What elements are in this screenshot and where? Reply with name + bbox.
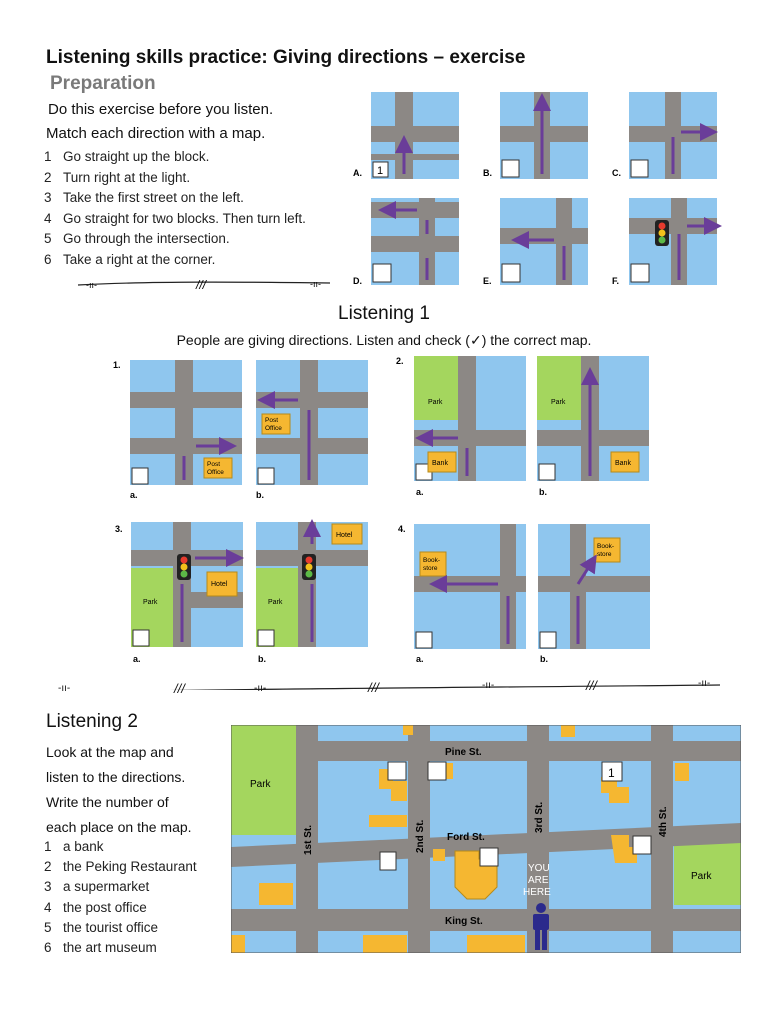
park-right-label: Park bbox=[691, 871, 712, 882]
preparation-instruction: Do this exercise before you listen. bbox=[48, 101, 274, 118]
divider-mark: ‑ıı‑ bbox=[58, 683, 71, 694]
list-item: 4 the post office bbox=[44, 899, 147, 915]
town-map bbox=[231, 725, 741, 953]
king-label: King St. bbox=[445, 916, 483, 927]
svg-text:a.: a. bbox=[416, 654, 424, 664]
svg-text:///: /// bbox=[196, 278, 207, 292]
pine-label: Pine St. bbox=[445, 747, 482, 758]
divider bbox=[52, 685, 720, 690]
divider-mark: ‑ıı‑ bbox=[482, 680, 495, 691]
list-item: 1 a bank bbox=[44, 839, 104, 854]
svg-text:Bank: Bank bbox=[432, 460, 448, 467]
first-label: 1st St. bbox=[303, 824, 314, 855]
page-title: Listening skills practice: Giving directions – exercise bbox=[46, 47, 526, 68]
list-item: 5 Go through the intersection. bbox=[44, 231, 230, 247]
question-1: 1. bbox=[113, 360, 121, 370]
divider-mark: /// bbox=[174, 681, 185, 696]
listening1-maps bbox=[0, 350, 768, 690]
svg-text:Book-: Book- bbox=[597, 543, 614, 550]
svg-text:Office: Office bbox=[265, 425, 282, 432]
list-item: 2 the Peking Restaurant bbox=[44, 859, 197, 875]
svg-text:store: store bbox=[597, 551, 612, 558]
map-f bbox=[629, 198, 717, 285]
svg-text:a.: a. bbox=[133, 654, 141, 664]
divider bbox=[78, 278, 330, 292]
map-2a bbox=[414, 356, 526, 481]
list-item: 3 Take the first street on the left. bbox=[44, 190, 244, 206]
svg-text:ARE: ARE bbox=[528, 875, 549, 886]
map-4b bbox=[538, 524, 650, 649]
map-label-d: D. bbox=[353, 276, 362, 286]
question-4: 4. bbox=[398, 524, 406, 534]
svg-text:Park: Park bbox=[143, 599, 158, 606]
svg-text:b.: b. bbox=[258, 654, 266, 664]
list-item: 1 Go straight up the block. bbox=[44, 149, 210, 164]
list-item: 3 a supermarket bbox=[44, 879, 150, 895]
pine-street bbox=[296, 741, 741, 761]
svg-text:HERE: HERE bbox=[523, 887, 551, 898]
place-list bbox=[44, 837, 197, 958]
map-d bbox=[371, 198, 459, 285]
preparation-heading: Preparation bbox=[50, 73, 156, 94]
map-3b bbox=[256, 522, 368, 647]
listening2-instruction: Look at the map and listen to the directions. Write the number of each place on the map. bbox=[46, 744, 192, 835]
map-3a bbox=[131, 522, 243, 647]
fourth-label: 4th St. bbox=[658, 806, 669, 837]
second-label: 2nd St. bbox=[415, 819, 426, 853]
you-are-here: YOU bbox=[528, 863, 550, 874]
question-2: 2. bbox=[396, 356, 404, 366]
svg-text:Park: Park bbox=[428, 399, 443, 406]
post-office-label: Post bbox=[207, 461, 221, 468]
match-instruction: Match each direction with a map. bbox=[46, 125, 266, 142]
listening1-instruction: People are giving directions. Listen and check (✓) the correct map. bbox=[176, 332, 592, 348]
map-b bbox=[500, 92, 588, 179]
map-sample-number: 1 bbox=[608, 766, 615, 780]
divider-mark: ‑ıı‑ bbox=[698, 678, 711, 689]
svg-text:Book-: Book- bbox=[423, 557, 440, 564]
third-label: 3rd St. bbox=[534, 801, 545, 833]
svg-text:Park: Park bbox=[268, 599, 283, 606]
svg-text:a.: a. bbox=[416, 487, 424, 497]
map-1a bbox=[130, 360, 242, 485]
fourth-street bbox=[651, 725, 673, 953]
svg-text:‑ıı‑: ‑ıı‑ bbox=[310, 279, 321, 289]
listening2-heading: Listening 2 bbox=[46, 711, 138, 732]
map-label-f: F. bbox=[612, 276, 620, 286]
listening1-heading: Listening 1 bbox=[338, 303, 430, 324]
map-label-b: B. bbox=[483, 168, 492, 178]
list-item: 4 Go straight for two blocks. Then turn left. bbox=[44, 210, 306, 226]
sample-number: 1 bbox=[377, 165, 384, 177]
svg-text:b.: b. bbox=[539, 487, 547, 497]
svg-text:Park: Park bbox=[551, 399, 566, 406]
map-a bbox=[371, 92, 459, 179]
map-2b bbox=[537, 356, 649, 481]
park-left-label: Park bbox=[250, 779, 271, 790]
map-e bbox=[500, 198, 588, 285]
svg-text:Post: Post bbox=[265, 417, 279, 424]
svg-text:‑ıı‑: ‑ıı‑ bbox=[86, 280, 97, 290]
svg-text:Bank: Bank bbox=[615, 460, 631, 467]
ford-label: Ford St. bbox=[447, 832, 485, 843]
map-c bbox=[629, 92, 717, 179]
svg-text:store: store bbox=[423, 565, 438, 572]
preparation-maps bbox=[0, 0, 768, 300]
divider-mark: ‑ıı‑ bbox=[254, 683, 267, 694]
svg-text:Hotel: Hotel bbox=[211, 581, 228, 588]
svg-text:Hotel: Hotel bbox=[336, 532, 353, 539]
svg-text:b.: b. bbox=[540, 654, 548, 664]
list-item: 2 Turn right at the light. bbox=[44, 169, 191, 185]
list-item: 5 the tourist office bbox=[44, 919, 159, 935]
svg-text:a.: a. bbox=[130, 490, 138, 500]
map-label-e: E. bbox=[483, 276, 492, 286]
question-3: 3. bbox=[115, 524, 123, 534]
list-item: 6 Take a right at the corner. bbox=[44, 251, 216, 267]
svg-text:Office: Office bbox=[207, 469, 224, 476]
divider-mark: /// bbox=[368, 680, 379, 695]
list-item: 6 the art museum bbox=[44, 940, 157, 956]
divider-mark: /// bbox=[586, 678, 597, 693]
map-4a bbox=[414, 524, 526, 649]
map-label-a: A. bbox=[353, 168, 362, 178]
map-label-c: C. bbox=[612, 168, 621, 178]
map-1b bbox=[256, 360, 368, 485]
svg-text:b.: b. bbox=[256, 490, 264, 500]
